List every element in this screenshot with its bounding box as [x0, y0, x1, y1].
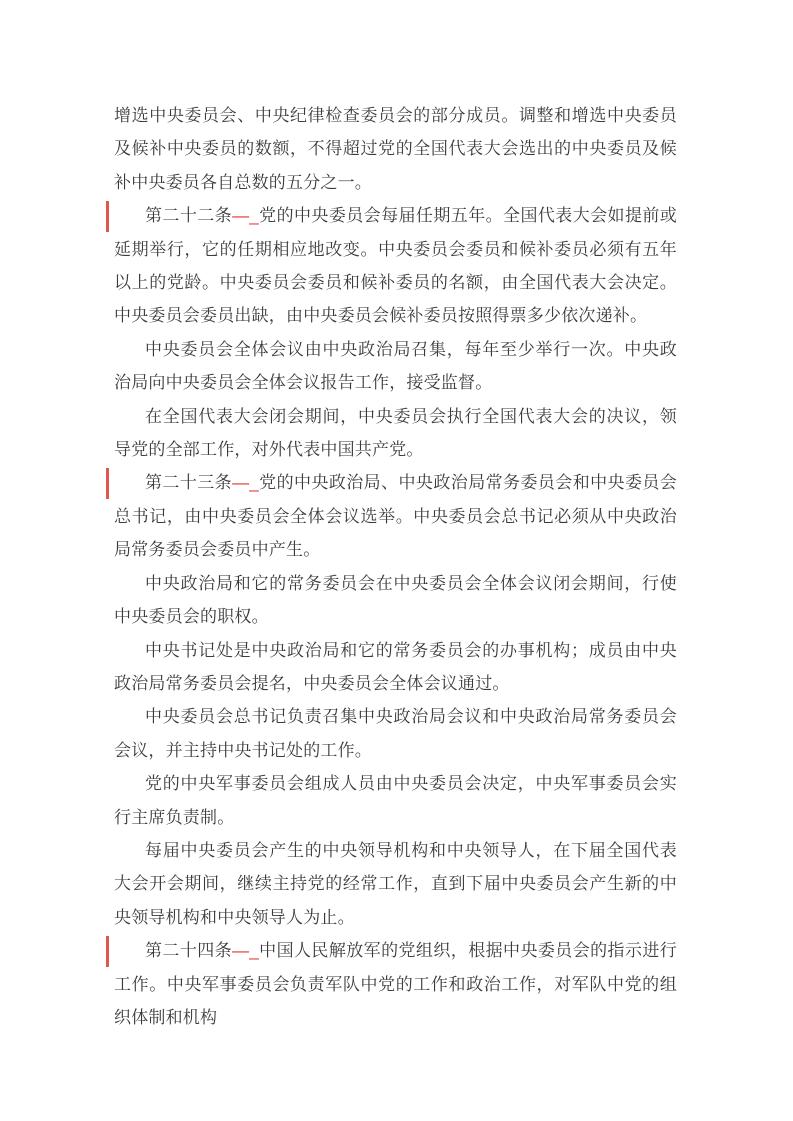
paragraph	[114, 99, 677, 199]
change-bar	[106, 936, 109, 967]
paragraph-text: 增选中央委员会、中央纪律检查委员会的部分成员。调整和增选中央委员及候补中央委员的数额，不得超过党的全国代表大会选出的中央委员及候补中央委员各自总数的五分之一。	[114, 106, 677, 192]
revision-underscore: _	[249, 473, 259, 493]
paragraph	[114, 834, 677, 934]
article-label: 第二十四条	[145, 941, 233, 961]
revision-dash: —	[232, 206, 250, 226]
paragraph-text: 党的中央委员会每届任期五年。全国代表大会如提前或延期举行，它的任期相应地改变。中央委员会委员和候补委员必须有五年以上的党龄。中央委员会委员和候补委员的名额，由全国代表大会决定。中央委员会委员出缺，由中央委员会候补委员按照得票多少依次递补。	[114, 206, 677, 326]
revision-underscore: _	[249, 206, 259, 226]
change-bar	[106, 201, 109, 232]
paragraph-text: 中央委员会总书记负责召集中央政治局会议和中央政治局常务委员会会议，并主持中央书记处的工作。	[114, 707, 677, 760]
revision-dash: —	[232, 941, 250, 961]
paragraph-text: 党的中央政治局、中央政治局常务委员会和中央委员会总书记，由中央委员会全体会议选举。中央委员会总书记必须从中央政治局常务委员会委员中产生。	[114, 473, 677, 560]
paragraph-article-23	[114, 466, 677, 566]
article-label: 第二十二条	[145, 206, 233, 226]
paragraph-text: 中央委员会全体会议由中央政治局召集，每年至少举行一次。中央政治局向中央委员会全体会议报告工作，接受监督。	[114, 339, 677, 393]
revision-underscore: _	[249, 941, 259, 961]
paragraph	[114, 567, 677, 634]
paragraph	[114, 700, 677, 767]
paragraph-text: 每届中央委员会产生的中央领导机构和中央领导人，在下届全国代表大会开会期间，继续主持党的经常工作，直到下届中央委员会产生新的中央领导机构和中央领导人为止。	[114, 840, 677, 927]
text-block	[114, 99, 677, 1034]
paragraph-text: 中央书记处是中央政治局和它的常务委员会的办事机构；成员由中央政治局常务委员会提名，中央委员会全体会议通过。	[114, 640, 677, 693]
paragraph	[114, 333, 677, 400]
paragraph-text: 中国人民解放军的党组织，根据中央委员会的指示进行工作。中央军事委员会负责军队中党的工作和政治工作，对军队中党的组织体制和机构	[114, 941, 677, 1027]
article-label: 第二十三条	[145, 473, 233, 493]
change-bar	[106, 468, 109, 499]
paragraph	[114, 767, 677, 834]
revision-dash: —	[232, 473, 250, 493]
paragraph	[114, 400, 677, 467]
paragraph-article-24	[114, 934, 677, 1034]
paragraph-text: 在全国代表大会闭会期间，中央委员会执行全国代表大会的决议，领导党的全部工作，对外代表中国共产党。	[114, 406, 677, 460]
paragraph	[114, 634, 677, 701]
paragraph-text: 中央政治局和它的常务委员会在中央委员会全体会议闭会期间，行使中央委员会的职权。	[114, 573, 677, 627]
paragraph-article-22	[114, 199, 677, 333]
paragraph-text: 党的中央军事委员会组成人员由中央委员会决定，中央军事委员会实行主席负责制。	[114, 774, 677, 827]
